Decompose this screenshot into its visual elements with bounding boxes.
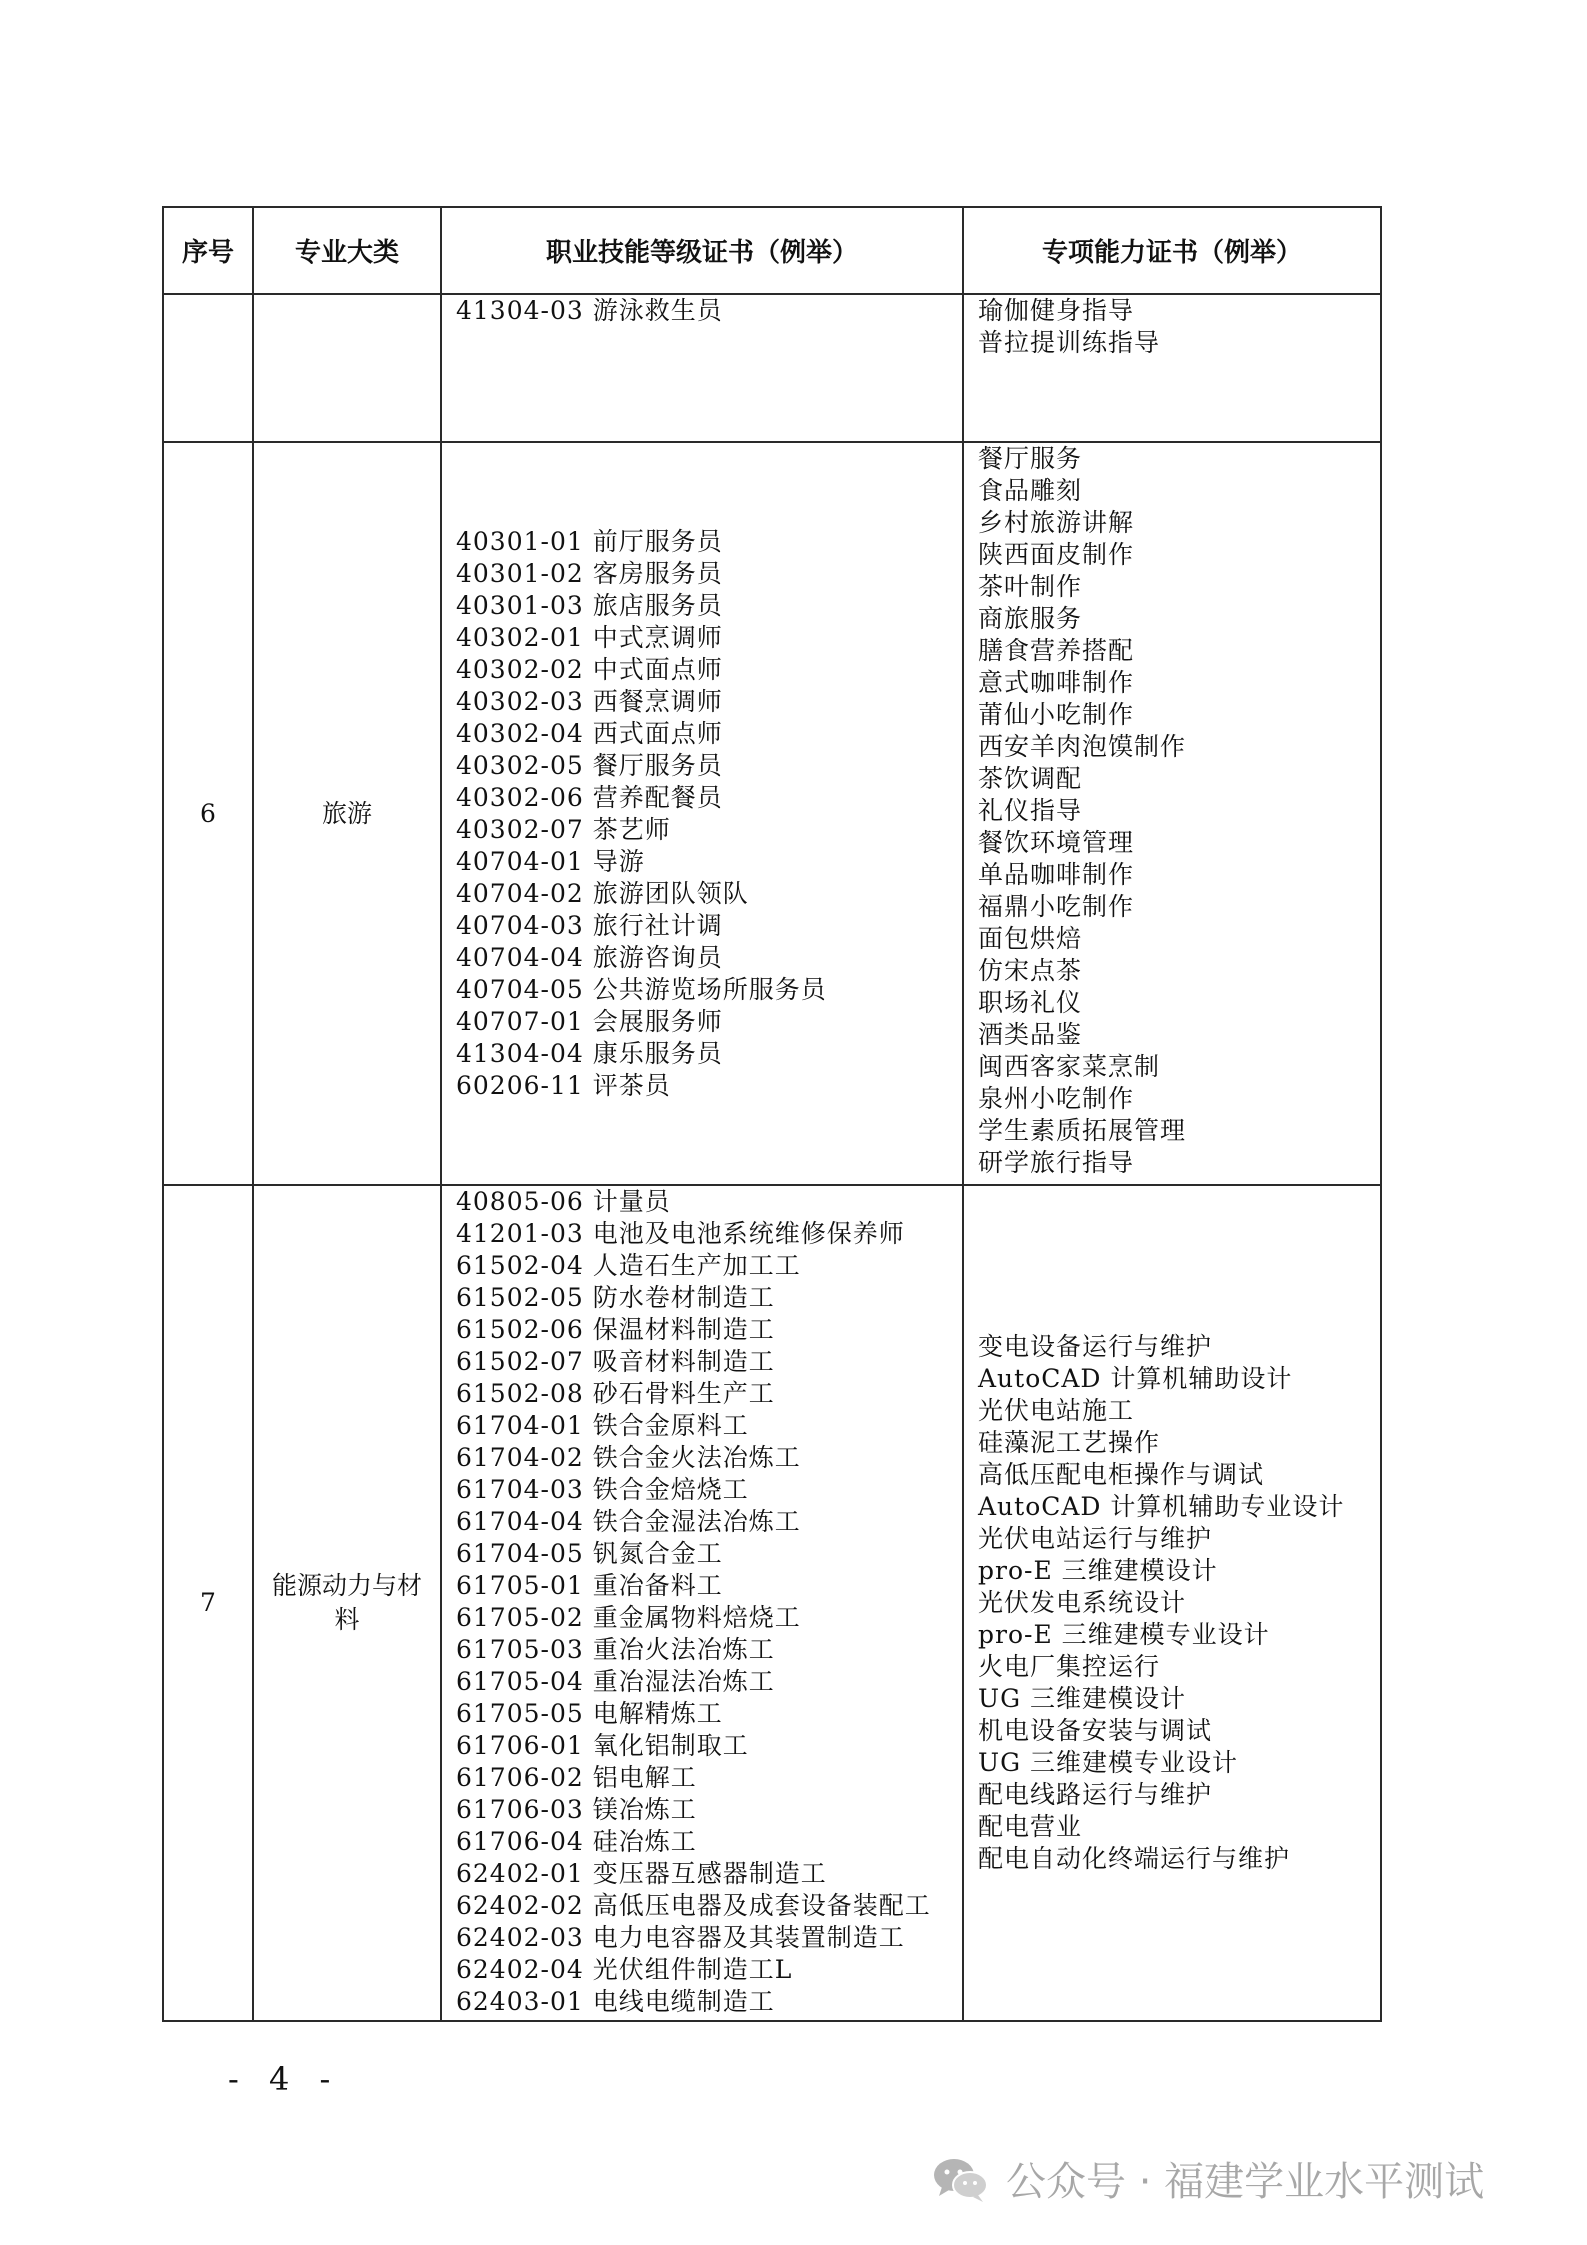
- level-certificate-item: 61704-02 铁合金火法冶炼工: [456, 1443, 801, 1472]
- table-row: [163, 1185, 1381, 2021]
- level-certificate-item: 62402-01 变压器互感器制造工: [456, 1859, 827, 1888]
- level-certificate-item: 40805-06 计量员: [456, 1187, 671, 1216]
- level-certificate-item: 61502-07 吸音材料制造工: [456, 1347, 775, 1376]
- level-certificate-item: 61705-02 重金属物料焙烧工: [456, 1603, 801, 1632]
- special-certificate-item: 面包烘焙: [978, 924, 1083, 953]
- special-certificate-item: 茶叶制作: [978, 572, 1083, 601]
- level-certificate-item: 61705-01 重冶备料工: [456, 1571, 723, 1600]
- special-certificate-item: 职场礼仪: [978, 988, 1083, 1017]
- special-certificate-item: 陕西面皮制作: [978, 540, 1135, 569]
- level-certificate-item: 61704-01 铁合金原料工: [456, 1411, 749, 1440]
- header-level-certificates: 职业技能等级证书（例举）: [441, 207, 963, 294]
- level-certificate-item: 40704-02 旅游团队领队: [456, 878, 749, 908]
- special-certificate-item: UG 三维建模设计: [978, 1684, 1186, 1713]
- special-certificate-item: 高低压配电柜操作与调试: [978, 1460, 1265, 1489]
- special-certificate-item: 硅藻泥工艺操作: [978, 1428, 1161, 1457]
- special-certificate-item: 光伏发电系统设计: [978, 1588, 1187, 1617]
- level-certificate-item: 40302-07 茶艺师: [456, 814, 671, 844]
- special-certificate-item: 配电自动化终端运行与维护: [978, 1844, 1291, 1873]
- special-certificate-item: 研学旅行指导: [978, 1148, 1135, 1177]
- header-index: 序号: [163, 207, 253, 294]
- special-certificate-item: 礼仪指导: [978, 796, 1083, 825]
- level-certificate-item: 61706-02 铝电解工: [456, 1763, 697, 1792]
- level-certificate-item: 40301-01 前厅服务员: [456, 526, 723, 556]
- level-certificate-item: 40301-02 客房服务员: [456, 558, 723, 588]
- level-certificate-item: 61502-04 人造石生产加工工: [456, 1251, 801, 1280]
- row-category: [253, 442, 441, 1185]
- level-certificate-item: 61705-04 重冶湿法冶炼工: [456, 1667, 775, 1696]
- level-certificate-list: [441, 442, 963, 1185]
- special-certificate-item: 乡村旅游讲解: [978, 508, 1135, 537]
- special-certificate-list: [963, 294, 1381, 442]
- watermark: [930, 2150, 1484, 2207]
- row-category: [253, 294, 441, 442]
- level-certificate-item: 61704-03 铁合金焙烧工: [456, 1475, 749, 1504]
- special-certificate-item: 膳食营养搭配: [978, 636, 1135, 665]
- level-certificate-item: 61502-05 防水卷材制造工: [456, 1283, 775, 1312]
- level-certificate-item: 61705-05 电解精炼工: [456, 1699, 723, 1728]
- special-certificate-item: pro-E 三维建模专业设计: [978, 1620, 1270, 1649]
- level-certificate-item: 62402-02 高低压电器及成套设备装配工: [456, 1891, 931, 1920]
- level-certificate-list: [441, 1185, 963, 2021]
- header-category: 专业大类: [253, 207, 441, 294]
- wechat-icon: [930, 2154, 992, 2204]
- special-certificate-item: 泉州小吃制作: [978, 1084, 1135, 1113]
- special-certificate-item: 酒类品鉴: [978, 1020, 1083, 1049]
- level-certificate-item: 61706-01 氧化铝制取工: [456, 1731, 749, 1760]
- special-certificate-item: 火电厂集控运行: [978, 1652, 1161, 1681]
- level-certificate-item: 60206-11 评茶员: [456, 1070, 671, 1100]
- row-category: [253, 1185, 441, 2021]
- level-certificate-item: 61704-05 钒氮合金工: [456, 1539, 723, 1568]
- level-certificate-item: 61704-04 铁合金湿法冶炼工: [456, 1507, 801, 1536]
- level-certificate-item: 62403-01 电线电缆制造工: [456, 1987, 775, 2016]
- special-certificate-item: 配电营业: [978, 1812, 1083, 1841]
- special-certificate-item: 闽西客家菜烹制: [978, 1052, 1161, 1081]
- special-certificate-item: 学生素质拓展管理: [978, 1116, 1187, 1145]
- special-certificate-item: 光伏电站施工: [978, 1396, 1135, 1425]
- special-certificate-item: 光伏电站运行与维护: [978, 1524, 1213, 1553]
- level-certificate-item: 40301-03 旅店服务员: [456, 590, 723, 620]
- special-certificate-item: 茶饮调配: [978, 764, 1083, 793]
- header-special-certificates: 专项能力证书（例举）: [963, 207, 1381, 294]
- level-certificate-item: 41304-03 游泳救生员: [456, 296, 723, 325]
- level-certificate-item: 40302-01 中式烹调师: [456, 622, 723, 652]
- special-certificate-list: [963, 1185, 1381, 2021]
- level-certificate-item: 61502-08 砂石骨料生产工: [456, 1379, 775, 1408]
- level-certificate-item: 40707-01 会展服务师: [456, 1006, 723, 1036]
- level-certificate-item: 41304-04 康乐服务员: [456, 1038, 723, 1068]
- special-certificate-item: 餐厅服务: [978, 444, 1083, 473]
- special-certificate-item: AutoCAD 计算机辅助专业设计: [978, 1492, 1345, 1521]
- special-certificate-item: 变电设备运行与维护: [978, 1332, 1213, 1361]
- special-certificate-item: 餐饮环境管理: [978, 828, 1135, 857]
- level-certificate-item: 62402-03 电力电容器及其装置制造工: [456, 1923, 905, 1952]
- special-certificate-item: 福鼎小吃制作: [978, 892, 1135, 921]
- level-certificate-item: 40302-02 中式面点师: [456, 654, 723, 684]
- level-certificate-item: 40302-05 餐厅服务员: [456, 750, 723, 780]
- special-certificate-item: 食品雕刻: [978, 476, 1083, 505]
- level-certificate-item: 62402-04 光伏组件制造工L: [456, 1955, 793, 1984]
- certificate-table: [162, 206, 1382, 2022]
- special-certificate-item: 仿宋点茶: [978, 956, 1083, 985]
- level-certificate-item: 61706-03 镁冶炼工: [456, 1795, 697, 1824]
- page-number: - 4 -: [228, 2060, 341, 2098]
- level-certificate-item: 40704-05 公共游览场所服务员: [456, 974, 827, 1004]
- special-certificate-item: 普拉提训练指导: [978, 328, 1161, 357]
- row-index: 6: [163, 442, 253, 1185]
- table-row: [163, 294, 1381, 442]
- special-certificate-item: 配电线路运行与维护: [978, 1780, 1213, 1809]
- row-category-label: 旅游: [321, 798, 372, 828]
- level-certificate-list: [441, 294, 963, 442]
- level-certificate-item: 41201-03 电池及电池系统维修保养师: [456, 1219, 905, 1248]
- special-certificate-item: 瑜伽健身指导: [978, 296, 1135, 325]
- level-certificate-item: 40302-06 营养配餐员: [456, 782, 723, 812]
- level-certificate-item: 61502-06 保温材料制造工: [456, 1315, 775, 1344]
- special-certificate-item: 莆仙小吃制作: [978, 700, 1135, 729]
- special-certificate-item: UG 三维建模专业设计: [978, 1748, 1238, 1777]
- special-certificate-item: AutoCAD 计算机辅助设计: [978, 1364, 1293, 1393]
- level-certificate-item: 61706-04 硅冶炼工: [456, 1827, 697, 1856]
- table-row: [163, 442, 1381, 1185]
- level-certificate-item: 40704-01 导游: [456, 846, 645, 876]
- watermark-text: 公众号 · 福建学业水平测试: [1006, 2159, 1485, 2205]
- special-certificate-item: pro-E 三维建模设计: [978, 1556, 1218, 1585]
- special-certificate-item: 商旅服务: [978, 604, 1083, 633]
- level-certificate-item: 40704-04 旅游咨询员: [456, 942, 723, 972]
- row-index: [163, 294, 253, 442]
- table-body: [163, 294, 1381, 2021]
- level-certificate-item: 40302-03 西餐烹调师: [456, 686, 723, 716]
- special-certificate-item: 西安羊肉泡馍制作: [978, 732, 1187, 761]
- special-certificate-item: 意式咖啡制作: [978, 668, 1135, 697]
- level-certificate-item: 40704-03 旅行社计调: [456, 910, 723, 940]
- level-certificate-item: 40302-04 西式面点师: [456, 718, 723, 748]
- table-header: [163, 207, 1381, 294]
- row-category-label: 能源动力与材料: [272, 1571, 423, 1634]
- header-row: [163, 207, 1381, 294]
- row-index: 7: [163, 1185, 253, 2021]
- special-certificate-list: [963, 442, 1381, 1185]
- level-certificate-item: 61705-03 重冶火法冶炼工: [456, 1635, 775, 1664]
- special-certificate-item: 单品咖啡制作: [978, 860, 1135, 889]
- special-certificate-item: 机电设备安装与调试: [978, 1716, 1213, 1745]
